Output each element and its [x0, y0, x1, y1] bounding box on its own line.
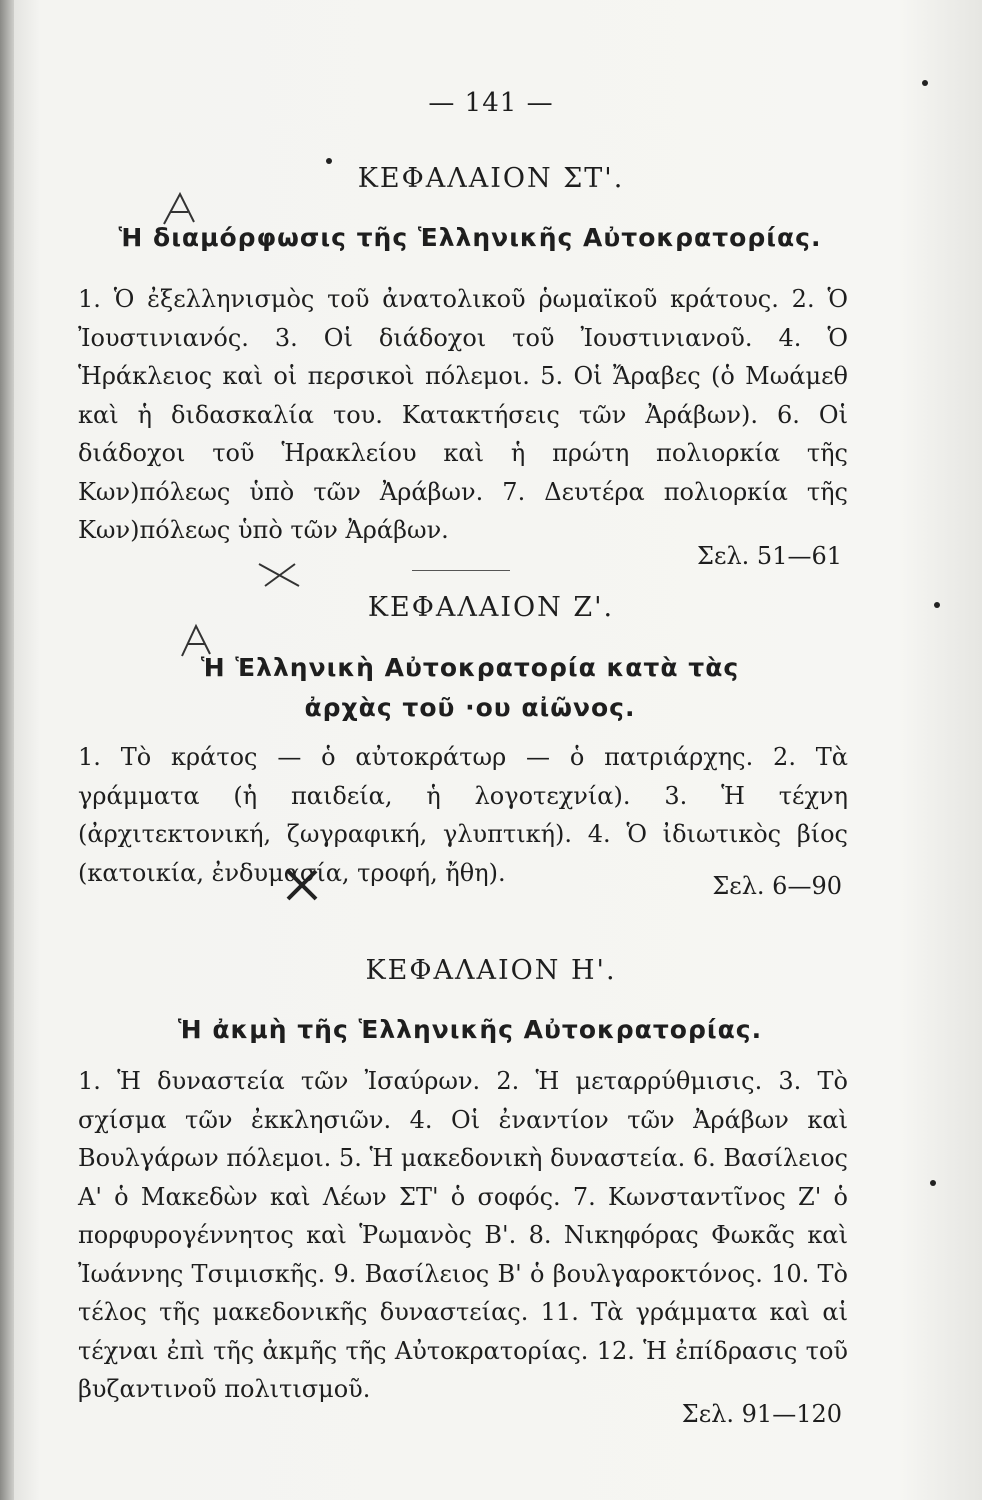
ink-speck [934, 602, 940, 608]
ink-speck [930, 1180, 936, 1186]
chapter-7-heading: ΚΕΦΑΛΑΙΟΝ Ζ'. [367, 592, 615, 623]
chapter-8-contents: 1. Ἡ δυναστεία τῶν Ἰσαύρων. 2. Ἡ μεταρρύθμισις. 3. Τὸ σχίσμα τῶν ἐκκλησιῶν. 4. Οἱ ἐναντίον τῶν Ἀράβων καὶ Βουλγάρων πόλεμοι. 5. Ἡ μακεδονικὴ δυναστεία. 6. Βασίλειος Α' ὁ Μακεδὼν καὶ Λέων ΣΤ' ὁ σοφός. 7. Κωνσταντῖνος Ζ' ὁ πορφυρογέννητος καὶ Ῥωμανὸς Β'. 8. Νικηφόρας Φωκᾶς καὶ Ἰωάννης Τσιμισκῆς. 9. Βασίλειος Β' ὁ βουλγαροκτόνος. 10. Τὸ τέλος τῆς μακεδονικῆς δυναστείας. 11. Τὰ γράμματα καὶ αἱ τέχναι ἐπὶ τῆς ἀκμῆς τῆς Αὐτοκρατορίας. 12. Ἡ ἐπίδρασις τοῦ βυζαντινοῦ πολιτισμοῦ. [78, 1067, 848, 1403]
pencil-mark-icon [178, 622, 214, 660]
page-number: — 141 — [428, 88, 554, 118]
pencil-cross-icon [255, 560, 305, 590]
ink-speck [326, 158, 332, 164]
chapter-6-heading: ΚΕΦΑΛΑΙΟΝ ΣΤ'. [357, 163, 625, 194]
chapter-8-heading: ΚΕΦΑΛΑΙΟΝ Η'. [365, 955, 617, 986]
binding-edge [0, 0, 14, 1500]
chapter-7-contents: 1. Τὸ κράτος — ὁ αὐτοκράτωρ — ὁ πατριάρχης. 2. Τὰ γράμματα (ἡ παιδεία, ἡ λογοτεχνία). 3. Ἡ τέχνη (ἀρχιτεκτονική, ζωγραφική, γλυπτική). 4. Ὁ ἰδιωτικὸς βίος (κατοικία, ἐνδυμασία, τροφή, ἤθη). [78, 743, 848, 887]
chapter-7-title-line2: ἀρχὰς τοῦ ·ου αἰῶνος. [304, 693, 636, 722]
chapter-6-pages: Σελ. 51—61 [697, 542, 842, 570]
chapter-6-contents: 1. Ὁ ἐξελληνισμὸς τοῦ ἀνατολικοῦ ῥωμαϊκοῦ κράτους. 2. Ὁ Ἰουστινιανός. 3. Οἱ διάδοχοι τοῦ Ἰουστινιανοῦ. 4. Ὁ Ἡράκλειος καὶ οἱ περσικοὶ πόλεμοι. 5. Οἱ Ἄραβες (ὁ Μωάμεθ καὶ ἡ διδασκαλία του. Κατακτήσεις τῶν Ἀράβων). 6. Οἱ διάδοχοι τοῦ Ἡρακλείου καὶ ἡ πρώτη πολιορκία τῆς Κων)πόλεως ὑπὸ τῶν Ἀράβων. 7. Δευτέρα πολιορκία τῆς Κων)πόλεως ὑπὸ τῶν Ἀράβων. [78, 285, 848, 544]
pencil-cross-icon [282, 865, 322, 905]
chapter-8-title: Ἡ ἀκμὴ τῆς Ἑλληνικῆς Αὐτοκρατορίας. [177, 1015, 763, 1044]
divider-rule [412, 570, 510, 571]
chapter-8-pages: Σελ. 91—120 [681, 1400, 842, 1428]
chapter-7-title-line1: Ἡ Ἑλληνικὴ Αὐτοκρατορία κατὰ τὰς [200, 653, 740, 682]
pencil-mark-icon [160, 188, 200, 228]
ink-speck [922, 80, 928, 86]
chapter-6-title: Ἡ διαμόρφωσις τῆς Ἑλληνικῆς Αὐτοκρατορίας. [118, 223, 822, 252]
chapter-7-pages: Σελ. 6—90 [712, 872, 842, 900]
